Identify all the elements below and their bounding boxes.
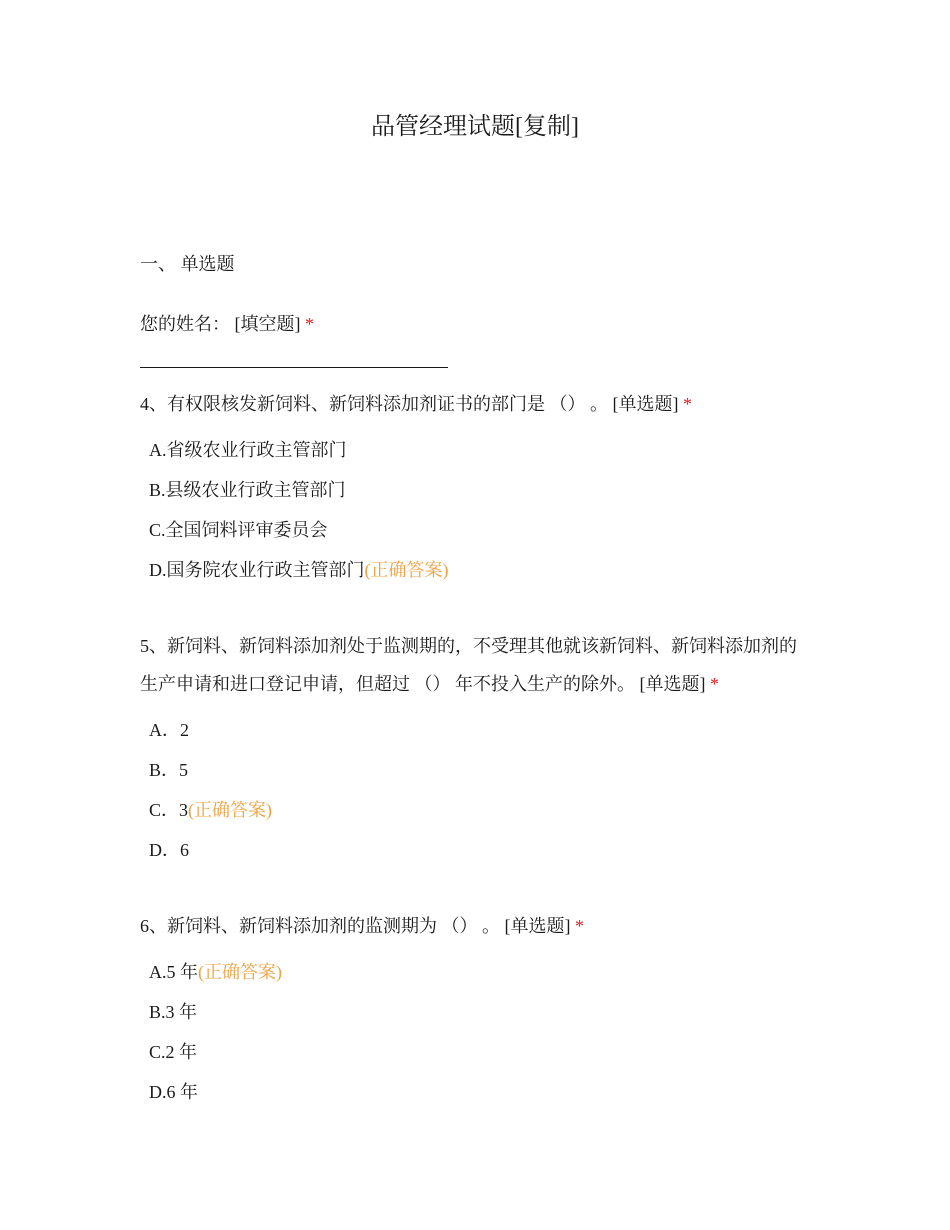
option-5d (149, 836, 189, 864)
option-6d (149, 1078, 198, 1106)
question-6 (140, 907, 810, 945)
question-text: 6、新饲料、新饲料添加剂的监测期为 （） 。 (140, 916, 500, 936)
option-label: B．5 (149, 760, 189, 780)
name-question (140, 310, 314, 338)
option-5b (149, 756, 188, 784)
required-mark: * (575, 916, 584, 936)
option-5c (149, 796, 272, 824)
name-label: 您的姓名： (140, 314, 230, 334)
option-5a (149, 716, 189, 744)
name-answer-line (140, 367, 448, 368)
question-text: 5、新饲料、新饲料添加剂处于监测期的，不受理其他就该新饲料、新饲料添加剂的生产申请和进口登记申请，但超过 （） 年不投入生产的除外。 (140, 636, 797, 694)
question-type: [单选题] (612, 394, 679, 414)
question-text: 4、有权限核发新饲料、新饲料添加剂证书的部门是 （） 。 (140, 394, 608, 414)
answer-tag: (正确答案) (198, 962, 282, 982)
option-label: A．2 (149, 720, 189, 740)
required-mark: * (305, 314, 314, 334)
option-6c (149, 1038, 197, 1066)
option-4c (149, 516, 328, 544)
option-label: D．6 (149, 840, 189, 860)
name-type: [填空题] (234, 314, 301, 334)
option-6b (149, 998, 197, 1026)
option-4d (149, 556, 449, 584)
page-title: 品管经理试题[复制] (371, 114, 579, 140)
question-type: [单选题] (504, 916, 571, 936)
option-label: A.省级农业行政主管部门 (149, 440, 347, 460)
required-mark: * (683, 394, 692, 414)
question-5 (140, 627, 810, 703)
option-4a (149, 436, 347, 464)
option-label: D.国务院农业行政主管部门 (149, 560, 365, 580)
question-4 (140, 385, 810, 423)
section-title: 一、 单选题 (140, 254, 235, 274)
option-4b (149, 476, 346, 504)
answer-tag: (正确答案) (364, 560, 449, 580)
option-label: D.6 年 (149, 1082, 198, 1102)
option-label: B.3 年 (149, 1002, 198, 1022)
option-label: C.全国饲料评审委员会 (149, 520, 328, 540)
question-type: [单选题] (639, 674, 706, 694)
option-6a (149, 958, 282, 986)
option-label: B.县级农业行政主管部门 (149, 480, 346, 500)
option-label: C.2 年 (149, 1042, 198, 1062)
option-label: A.5 年 (149, 962, 198, 982)
answer-tag: (正确答案) (188, 800, 273, 820)
required-mark: * (710, 674, 719, 694)
option-label: C．3 (149, 800, 189, 820)
